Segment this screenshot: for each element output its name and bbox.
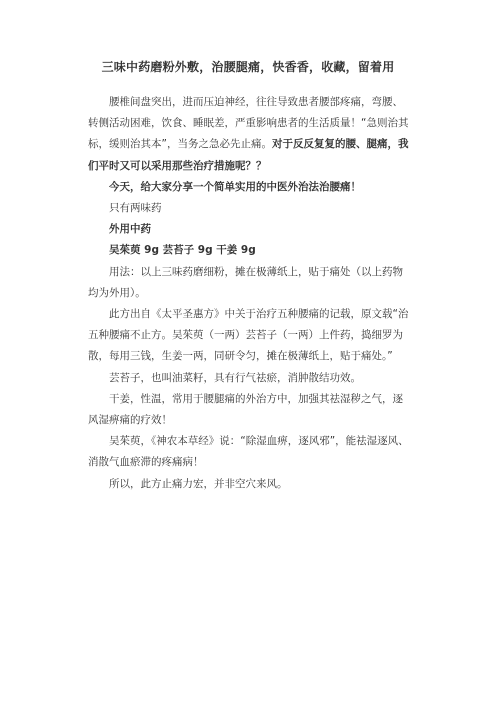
paragraph-conclusion [88,474,413,495]
prescription-text: 吴茱萸 9g 芸苔子 9g 干姜 9g [109,244,256,257]
document-title: 三味中药磨粉外敷，治腰腿痛，快香香，收藏，留着用 [101,60,395,74]
external-herbs-heading: 外用中药 [109,223,151,236]
document-body [88,92,413,495]
source-text: 此方出自《太平圣惠方》中关于治疗五种腰痛的记载，原文载“治五种腰痛不止方。吴茱萸（一两）芸苔子（一两）上件药，捣细罗为散，每用三钱，生姜一两，同研令匀，摊在极薄纸上，贴于痛处。” [88,308,409,363]
paragraph-prescription [88,240,413,261]
paragraph-ginger [88,389,413,431]
paragraph-external-herbs-heading [88,219,413,240]
intro-question: 对于反反复复的腰、腿痛，我们平时又可以采用那些治疗措施呢？？ [88,138,409,172]
paragraph-rapeseed [88,368,413,389]
ginger-text: 干姜，性温，常用于腰腿痛的外治方中，加强其祛湿秽之气，逐风湿痹痛的疗效！ [88,392,403,427]
share-text: 今天，给大家分享一个简单实用的中医外治法治腰痛！ [109,180,361,193]
paragraph-two-herbs [88,198,413,219]
intro-text: 腰椎间盘突出，进而压迫神经，往往导致患者腰部疼痛，弯腰、转侧活动困难，饮食、睡眠差，严重影响患者的生活质量！“急则治其标，缓则治其本”，当务之急必先止痛。 [88,96,409,151]
paragraph-source [88,304,413,368]
paragraph-share [88,177,413,198]
two-herbs-text: 只有两味药 [109,202,162,215]
paragraph-intro [88,92,413,177]
paragraph-evodia [88,431,413,473]
conclusion-text: 所以，此方止痛力宏，并非空穴来风。 [109,477,288,490]
evodia-text: 吴茱萸，《神农本草经》说：“除湿血痹，逐风邪”，能祛湿逐风、消散气血瘀滞的疼痛病！ [88,435,409,469]
usage-text: 用法：以上三味药磨细粉，摊在极薄纸上，贴于痛处（以上药物均为外用）。 [88,265,403,299]
rapeseed-text: 芸苔子，也叫油菜籽，具有行气祛瘀，消肿散结功效。 [109,371,361,384]
paragraph-usage [88,262,413,304]
